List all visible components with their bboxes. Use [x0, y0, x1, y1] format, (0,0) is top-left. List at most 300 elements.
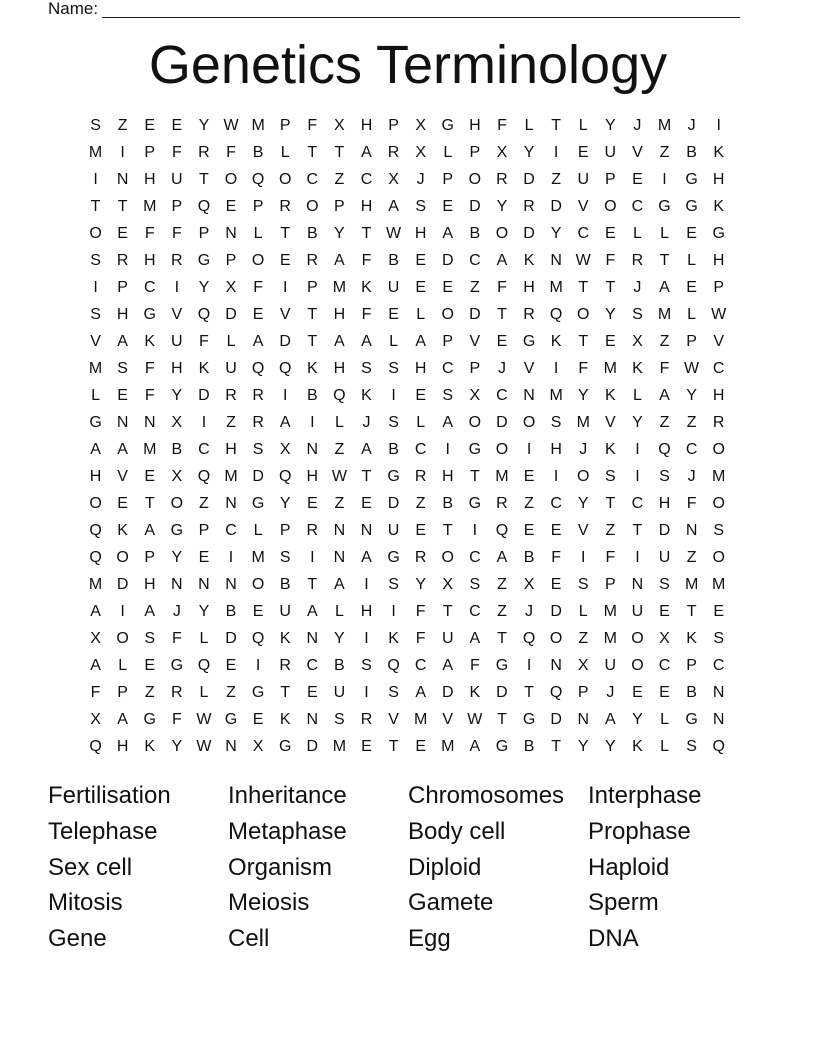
grid-letter[interactable]: S [577, 576, 589, 593]
grid-letter[interactable]: A [361, 333, 372, 350]
grid-letter[interactable]: N [360, 522, 373, 539]
grid-letter[interactable]: M [657, 117, 672, 134]
grid-letter[interactable]: A [496, 252, 508, 269]
grid-letter[interactable]: Z [605, 522, 616, 539]
grid-letter[interactable]: B [523, 549, 535, 566]
grid-letter[interactable]: Z [226, 684, 236, 701]
grid-letter[interactable]: I [553, 468, 559, 485]
grid-letter[interactable]: X [523, 576, 535, 593]
grid-letter[interactable]: E [306, 684, 318, 701]
grid-letter[interactable]: H [469, 117, 481, 134]
grid-letter[interactable]: E [415, 279, 426, 296]
grid-letter[interactable]: L [632, 225, 642, 242]
grid-letter[interactable]: S [90, 306, 101, 323]
grid-letter[interactable]: I [391, 387, 396, 404]
grid-letter[interactable]: P [334, 198, 345, 215]
grid-letter[interactable]: E [659, 684, 670, 701]
grid-letter[interactable]: W [575, 252, 591, 269]
grid-letter[interactable]: X [632, 333, 643, 350]
grid-letter[interactable]: P [388, 117, 399, 134]
grid-letter[interactable]: H [360, 198, 373, 215]
grid-letter[interactable]: C [414, 657, 427, 674]
grid-letter[interactable]: F [497, 117, 507, 134]
grid-letter[interactable]: S [144, 630, 156, 647]
grid-letter[interactable]: T [497, 630, 507, 647]
grid-letter[interactable]: U [171, 333, 183, 350]
grid-letter[interactable]: P [198, 225, 210, 242]
grid-letter[interactable]: L [524, 117, 534, 134]
grid-letter[interactable]: W [711, 306, 727, 323]
grid-letter[interactable]: I [364, 630, 369, 647]
grid-letter[interactable]: V [632, 144, 643, 161]
grid-letter[interactable]: C [658, 657, 671, 674]
grid-letter[interactable]: B [171, 441, 183, 458]
grid-letter[interactable]: E [577, 144, 589, 161]
grid-letter[interactable]: G [224, 711, 238, 728]
grid-letter[interactable]: A [117, 333, 128, 350]
grid-letter[interactable]: A [659, 279, 670, 296]
grid-letter[interactable]: F [415, 630, 426, 647]
grid-letter[interactable]: S [117, 360, 128, 377]
grid-letter[interactable]: C [306, 171, 319, 188]
grid-letter[interactable]: H [414, 360, 427, 377]
grid-letter[interactable]: G [522, 711, 536, 728]
grid-letter[interactable]: E [117, 495, 128, 512]
grid-letter[interactable]: I [174, 279, 180, 296]
grid-letter[interactable]: A [361, 441, 372, 458]
grid-letter[interactable]: C [414, 441, 427, 458]
grid-letter[interactable]: I [635, 441, 640, 458]
grid-letter[interactable]: C [469, 252, 481, 269]
grid-letter[interactable]: N [306, 630, 319, 647]
grid-letter[interactable]: P [279, 117, 291, 134]
grid-letter[interactable]: T [497, 711, 507, 728]
grid-letter[interactable]: V [171, 306, 183, 323]
grid-letter[interactable]: T [442, 603, 453, 620]
grid-letter[interactable]: Y [632, 711, 643, 728]
grid-letter[interactable]: X [415, 117, 426, 134]
grid-letter[interactable]: Y [604, 738, 616, 755]
grid-letter[interactable]: F [90, 684, 101, 701]
grid-letter[interactable]: Q [549, 684, 563, 701]
grid-letter[interactable]: Y [523, 144, 535, 161]
grid-letter[interactable]: Q [522, 630, 536, 647]
grid-letter[interactable]: E [117, 225, 128, 242]
grid-letter[interactable]: S [388, 360, 399, 377]
grid-letter[interactable]: G [251, 495, 265, 512]
grid-letter[interactable]: T [361, 225, 372, 242]
grid-letter[interactable]: O [116, 549, 129, 566]
grid-letter[interactable]: B [523, 738, 535, 755]
grid-letter[interactable]: P [604, 171, 616, 188]
grid-letter[interactable]: T [605, 495, 616, 512]
grid-letter[interactable]: M [712, 576, 726, 593]
grid-letter[interactable]: M [576, 414, 590, 431]
grid-letter[interactable]: B [388, 252, 399, 269]
grid-letter[interactable]: E [713, 603, 725, 620]
grid-letter[interactable]: B [686, 144, 697, 161]
grid-letter[interactable]: L [443, 144, 453, 161]
grid-letter[interactable]: L [578, 117, 588, 134]
grid-letter[interactable]: A [90, 603, 101, 620]
grid-letter[interactable]: I [526, 441, 532, 458]
grid-letter[interactable]: H [441, 468, 454, 485]
grid-letter[interactable]: P [144, 144, 156, 161]
grid-letter[interactable]: S [252, 441, 264, 458]
grid-letter[interactable]: L [389, 333, 399, 350]
grid-letter[interactable]: H [143, 576, 156, 593]
grid-letter[interactable]: D [469, 198, 481, 215]
grid-letter[interactable]: C [496, 387, 508, 404]
grid-letter[interactable]: G [522, 333, 536, 350]
grid-letter[interactable]: A [469, 738, 481, 755]
grid-letter[interactable]: Q [658, 441, 671, 458]
grid-letter[interactable]: Q [197, 657, 211, 674]
grid-letter[interactable]: G [658, 198, 671, 215]
grid-letter[interactable]: W [684, 360, 700, 377]
grid-letter[interactable]: U [171, 171, 183, 188]
grid-letter[interactable]: O [577, 468, 590, 485]
grid-letter[interactable]: L [118, 657, 128, 674]
grid-letter[interactable]: S [90, 252, 101, 269]
grid-letter[interactable]: H [143, 252, 156, 269]
grid-letter[interactable]: P [225, 252, 237, 269]
grid-letter[interactable]: R [523, 306, 535, 323]
grid-letter[interactable]: Y [577, 738, 589, 755]
grid-letter[interactable]: O [631, 657, 644, 674]
grid-letter[interactable]: K [361, 387, 372, 404]
grid-letter[interactable]: D [441, 684, 454, 701]
grid-letter[interactable]: J [687, 117, 696, 134]
grid-letter[interactable]: S [659, 576, 670, 593]
grid-letter[interactable]: I [310, 414, 315, 431]
grid-letter[interactable]: K [279, 711, 291, 728]
grid-letter[interactable]: J [362, 414, 371, 431]
grid-letter[interactable]: G [468, 495, 482, 512]
grid-letter[interactable]: U [604, 144, 617, 161]
grid-letter[interactable]: A [90, 441, 101, 458]
grid-letter[interactable]: Z [334, 495, 345, 512]
grid-letter[interactable]: G [197, 252, 211, 269]
grid-letter[interactable]: D [550, 198, 562, 215]
grid-letter[interactable]: H [225, 441, 237, 458]
grid-letter[interactable]: E [659, 603, 670, 620]
grid-letter[interactable]: G [685, 198, 698, 215]
grid-letter[interactable]: Y [198, 603, 210, 620]
grid-letter[interactable]: M [657, 306, 672, 323]
grid-letter[interactable]: H [712, 387, 725, 404]
grid-letter[interactable]: H [143, 171, 156, 188]
grid-letter[interactable]: M [143, 441, 157, 458]
grid-letter[interactable]: F [469, 657, 480, 674]
grid-letter[interactable]: I [716, 117, 721, 134]
grid-letter[interactable]: K [686, 630, 697, 647]
grid-letter[interactable]: Q [251, 171, 265, 188]
grid-letter[interactable]: A [90, 657, 101, 674]
grid-letter[interactable]: X [279, 441, 291, 458]
grid-letter[interactable]: E [252, 603, 264, 620]
grid-letter[interactable]: M [603, 630, 617, 647]
grid-letter[interactable]: S [415, 198, 426, 215]
grid-letter[interactable]: L [199, 684, 209, 701]
grid-letter[interactable]: O [712, 549, 725, 566]
grid-letter[interactable]: F [659, 360, 670, 377]
grid-letter[interactable]: B [306, 387, 318, 404]
grid-letter[interactable]: F [171, 225, 182, 242]
grid-letter[interactable]: J [497, 360, 506, 377]
grid-letter[interactable]: H [414, 225, 427, 242]
grid-letter[interactable]: L [660, 711, 669, 728]
grid-letter[interactable]: O [495, 225, 509, 242]
grid-letter[interactable]: H [712, 252, 725, 269]
grid-letter[interactable]: G [251, 684, 265, 701]
grid-letter[interactable]: A [442, 657, 454, 674]
grid-letter[interactable]: W [386, 225, 402, 242]
grid-letter[interactable]: T [551, 117, 562, 134]
grid-letter[interactable]: L [416, 414, 426, 431]
grid-letter[interactable]: A [496, 549, 508, 566]
grid-letter[interactable]: P [469, 144, 481, 161]
grid-letter[interactable]: M [603, 360, 617, 377]
grid-letter[interactable]: Z [226, 414, 236, 431]
grid-letter[interactable]: O [306, 198, 319, 215]
grid-letter[interactable]: E [144, 468, 156, 485]
grid-letter[interactable]: Y [334, 225, 345, 242]
grid-letter[interactable]: S [361, 657, 372, 674]
grid-letter[interactable]: Q [278, 468, 292, 485]
grid-letter[interactable]: R [252, 387, 264, 404]
grid-letter[interactable]: P [577, 684, 589, 701]
grid-letter[interactable]: Y [198, 117, 210, 134]
grid-letter[interactable]: F [415, 603, 426, 620]
grid-letter[interactable]: G [441, 117, 454, 134]
grid-letter[interactable]: F [686, 495, 697, 512]
grid-letter[interactable]: N [577, 711, 590, 728]
grid-letter[interactable]: R [496, 171, 508, 188]
grid-letter[interactable]: E [442, 279, 454, 296]
grid-letter[interactable]: V [279, 306, 291, 323]
grid-letter[interactable]: L [632, 387, 642, 404]
grid-letter[interactable]: E [686, 279, 697, 296]
grid-letter[interactable]: I [445, 441, 450, 458]
grid-letter[interactable]: S [388, 684, 399, 701]
grid-letter[interactable]: P [442, 171, 454, 188]
grid-letter[interactable]: X [252, 738, 264, 755]
grid-letter[interactable]: K [144, 738, 156, 755]
grid-letter[interactable]: D [469, 306, 481, 323]
grid-letter[interactable]: Z [659, 414, 670, 431]
grid-letter[interactable]: R [116, 252, 129, 269]
grid-letter[interactable]: D [387, 495, 400, 512]
grid-letter[interactable]: D [198, 387, 210, 404]
grid-letter[interactable]: Y [686, 387, 697, 404]
grid-letter[interactable]: Z [497, 603, 507, 620]
grid-letter[interactable]: A [334, 333, 345, 350]
grid-letter[interactable]: B [334, 657, 345, 674]
grid-letter[interactable]: R [252, 414, 264, 431]
grid-letter[interactable]: T [551, 738, 562, 755]
grid-letter[interactable]: S [713, 630, 725, 647]
grid-letter[interactable]: T [578, 279, 589, 296]
grid-letter[interactable]: K [306, 360, 318, 377]
grid-letter[interactable]: F [171, 630, 182, 647]
grid-letter[interactable]: B [442, 495, 454, 512]
grid-letter[interactable]: E [252, 306, 264, 323]
grid-letter[interactable]: R [360, 711, 373, 728]
grid-letter[interactable]: I [635, 549, 640, 566]
grid-letter[interactable]: T [307, 144, 318, 161]
grid-letter[interactable]: K [144, 333, 156, 350]
grid-letter[interactable]: T [497, 306, 507, 323]
grid-letter[interactable]: Z [469, 279, 480, 296]
grid-letter[interactable]: J [579, 441, 588, 458]
grid-letter[interactable]: A [442, 225, 454, 242]
grid-letter[interactable]: I [526, 657, 532, 674]
grid-letter[interactable]: V [577, 198, 589, 215]
grid-letter[interactable]: Y [577, 495, 589, 512]
grid-letter[interactable]: P [117, 279, 128, 296]
grid-letter[interactable]: G [387, 468, 400, 485]
grid-letter[interactable]: O [441, 306, 454, 323]
grid-letter[interactable]: P [604, 576, 616, 593]
grid-letter[interactable]: E [144, 657, 156, 674]
grid-letter[interactable]: N [685, 522, 698, 539]
grid-letter[interactable]: S [388, 414, 399, 431]
grid-letter[interactable]: A [659, 387, 670, 404]
grid-letter[interactable]: V [577, 522, 589, 539]
grid-letter[interactable]: F [171, 144, 182, 161]
grid-letter[interactable]: N [333, 522, 346, 539]
grid-letter[interactable]: H [116, 738, 129, 755]
grid-letter[interactable]: T [334, 144, 345, 161]
grid-letter[interactable]: M [712, 468, 726, 485]
grid-letter[interactable]: S [334, 711, 345, 728]
grid-letter[interactable]: T [280, 684, 291, 701]
grid-letter[interactable]: Z [334, 171, 345, 188]
grid-letter[interactable]: P [117, 684, 128, 701]
grid-letter[interactable]: E [361, 738, 372, 755]
grid-letter[interactable]: U [279, 603, 291, 620]
grid-letter[interactable]: S [442, 387, 454, 404]
grid-letter[interactable]: N [631, 576, 644, 593]
grid-letter[interactable]: V [117, 468, 128, 485]
grid-letter[interactable]: E [144, 117, 156, 134]
grid-letter[interactable]: X [496, 144, 508, 161]
grid-letter[interactable]: V [713, 333, 725, 350]
grid-letter[interactable]: M [414, 711, 428, 728]
grid-letter[interactable]: N [225, 495, 237, 512]
grid-letter[interactable]: Q [278, 360, 292, 377]
grid-letter[interactable]: L [253, 225, 263, 242]
grid-letter[interactable]: H [89, 468, 102, 485]
grid-letter[interactable]: S [361, 360, 372, 377]
grid-letter[interactable]: Y [279, 495, 291, 512]
grid-letter[interactable]: O [278, 171, 292, 188]
grid-letter[interactable]: X [469, 387, 481, 404]
grid-letter[interactable]: D [306, 738, 319, 755]
grid-letter[interactable]: M [143, 198, 157, 215]
grid-letter[interactable]: E [496, 333, 508, 350]
grid-letter[interactable]: F [253, 279, 263, 296]
grid-letter[interactable]: N [550, 252, 562, 269]
grid-letter[interactable]: D [658, 522, 671, 539]
grid-letter[interactable]: T [524, 684, 534, 701]
grid-letter[interactable]: C [143, 279, 156, 296]
grid-letter[interactable]: A [388, 198, 399, 215]
grid-letter[interactable]: N [171, 576, 183, 593]
grid-letter[interactable]: W [196, 738, 212, 755]
grid-letter[interactable]: P [713, 279, 725, 296]
grid-letter[interactable]: I [472, 522, 478, 539]
grid-letter[interactable]: C [631, 495, 644, 512]
grid-letter[interactable]: T [307, 333, 318, 350]
grid-letter[interactable]: O [631, 630, 644, 647]
grid-letter[interactable]: M [549, 387, 563, 404]
grid-letter[interactable]: Y [604, 117, 616, 134]
grid-letter[interactable]: R [414, 468, 427, 485]
grid-letter[interactable]: O [89, 495, 102, 512]
grid-letter[interactable]: C [360, 171, 373, 188]
grid-letter[interactable]: N [523, 387, 535, 404]
grid-letter[interactable]: I [310, 549, 315, 566]
grid-letter[interactable]: A [306, 603, 318, 620]
grid-letter[interactable]: G [387, 549, 400, 566]
grid-letter[interactable]: T [632, 522, 643, 539]
grid-letter[interactable]: T [307, 576, 318, 593]
grid-letter[interactable]: R [414, 549, 427, 566]
grid-letter[interactable]: T [117, 198, 128, 215]
grid-letter[interactable]: Y [632, 414, 643, 431]
grid-letter[interactable]: D [116, 576, 129, 593]
grid-letter[interactable]: F [144, 225, 155, 242]
grid-letter[interactable]: D [225, 630, 237, 647]
grid-letter[interactable]: O [712, 495, 725, 512]
grid-letter[interactable]: N [198, 576, 210, 593]
grid-letter[interactable]: K [713, 198, 725, 215]
grid-letter[interactable]: Y [415, 576, 426, 593]
grid-letter[interactable]: Q [89, 549, 102, 566]
grid-letter[interactable]: A [415, 684, 426, 701]
grid-letter[interactable]: E [252, 711, 264, 728]
grid-letter[interactable]: X [171, 414, 183, 431]
grid-letter[interactable]: L [280, 144, 290, 161]
grid-letter[interactable]: D [279, 333, 291, 350]
grid-letter[interactable]: F [199, 333, 209, 350]
grid-letter[interactable]: D [496, 414, 508, 431]
grid-letter[interactable]: G [468, 441, 482, 458]
grid-letter[interactable]: N [143, 414, 156, 431]
grid-letter[interactable]: F [605, 549, 616, 566]
grid-letter[interactable]: B [306, 225, 318, 242]
grid-letter[interactable]: I [120, 603, 125, 620]
grid-letter[interactable]: P [686, 657, 697, 674]
grid-letter[interactable]: S [279, 549, 291, 566]
grid-letter[interactable]: F [226, 144, 236, 161]
grid-letter[interactable]: U [333, 684, 346, 701]
grid-letter[interactable]: V [442, 711, 454, 728]
grid-letter[interactable]: K [198, 360, 210, 377]
grid-letter[interactable]: E [225, 657, 237, 674]
grid-letter[interactable]: X [90, 630, 101, 647]
grid-letter[interactable]: E [388, 306, 399, 323]
grid-letter[interactable]: K [523, 252, 535, 269]
grid-letter[interactable]: Z [551, 171, 562, 188]
grid-letter[interactable]: I [93, 171, 98, 188]
grid-letter[interactable]: L [253, 522, 263, 539]
grid-letter[interactable]: E [442, 198, 454, 215]
grid-letter[interactable]: W [467, 711, 483, 728]
grid-letter[interactable]: K [550, 333, 562, 350]
